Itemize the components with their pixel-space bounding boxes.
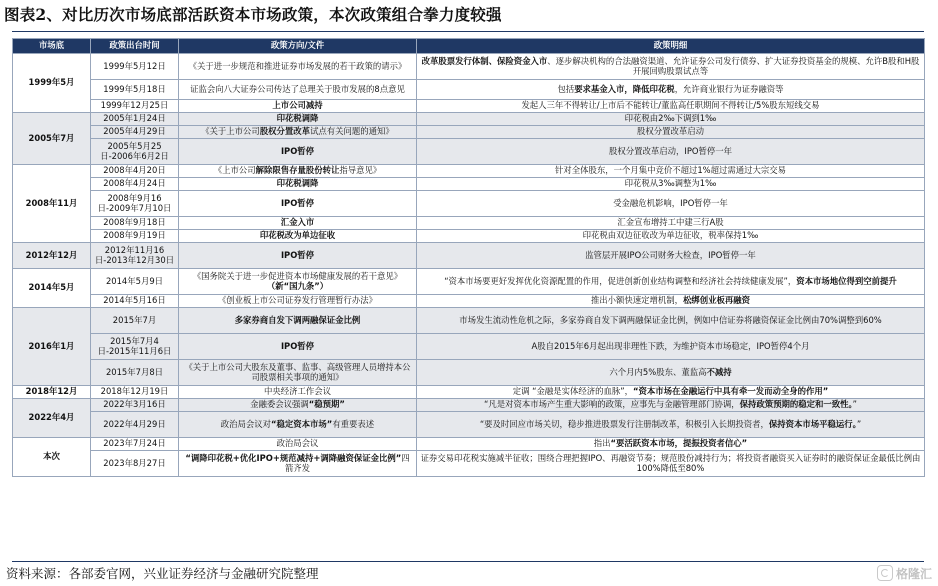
- policy-text: 印花税调降: [276, 178, 319, 189]
- table-row: [13, 308, 925, 334]
- date-cell: 2005年4月29日: [91, 126, 179, 139]
- policy-cell: [179, 243, 417, 269]
- detail-cell: [417, 399, 925, 412]
- detail-text: 发起人三年不得转让/上市后不能转让/董监高任职期间不得转让/5%股东短线交易: [521, 100, 820, 111]
- table-row: [13, 54, 925, 80]
- detail-cell: [417, 178, 925, 191]
- detail-text: 汇金宣布增持工中建三行A股: [617, 217, 724, 228]
- table-row: [13, 191, 925, 217]
- detail-text: “要及时回应市场关切，稳步推进股票发行注册制改革，积极引入长期投资者，: [479, 418, 769, 429]
- detail-text: A股自2015年6月起出现非理性下跌，为维护资本市场稳定，IPO暂停4个月: [531, 340, 810, 351]
- title-rule: [12, 31, 924, 32]
- detail-cell: [417, 126, 925, 139]
- detail-text: ”: [856, 418, 862, 429]
- table-row: [13, 100, 925, 113]
- header-policy: 政策方向/文件: [179, 39, 417, 54]
- header-date: 政策出台时间: [91, 39, 179, 54]
- policy-cell: [179, 100, 417, 113]
- policy-text: 《国务院关于进一步促进资本市场健康发展的若干意见》: [192, 270, 403, 281]
- detail-cell: [417, 217, 925, 230]
- date-cell: 2022年4月29日: [91, 412, 179, 438]
- date-cell: 2022年3月16日: [91, 399, 179, 412]
- detail-text: 包括: [557, 83, 575, 94]
- policy-text: 有重要表述: [332, 418, 375, 429]
- policy-cell: [179, 80, 417, 100]
- date-cell: 2018年12月19日: [91, 386, 179, 399]
- detail-text: 不减持: [706, 366, 732, 377]
- policy-text: 上市公司减持: [272, 100, 323, 111]
- detail-cell: [417, 386, 925, 399]
- table-row: [13, 80, 925, 100]
- date-cell: 2015年7月: [91, 308, 179, 334]
- policy-text: 汇金入市: [280, 217, 315, 228]
- policy-text: “调降印花税+优化IPO+规范减持+调降融资保证金比例”: [185, 452, 402, 463]
- policy-text: 股权分置改革: [259, 126, 311, 137]
- detail-text: 证券交易印花税实施减半征收；围绕合理把握IPO、再融资节奏；规范股份减持行为；将投资者融资买入证券时的融资保证金最低比例由100%降低至80%: [420, 452, 921, 473]
- detail-text: ”: [852, 399, 857, 410]
- market-bottom-cell: 1999年5月: [13, 54, 91, 113]
- policy-cell: [179, 217, 417, 230]
- detail-cell: [417, 230, 925, 243]
- gelonghui-logo-icon: [877, 565, 893, 581]
- detail-cell: [417, 243, 925, 269]
- header-market: 市场底: [13, 39, 91, 54]
- detail-text: 监管层开展IPO公司财务大检查，IPO暂停一年: [585, 249, 756, 260]
- source-note: 资料来源：各部委官网，兴业证券经济与金融研究院整理: [6, 566, 319, 581]
- table-row: [13, 334, 925, 360]
- detail-text: 保持资本市场平稳运行。: [768, 418, 857, 429]
- policy-text: IPO暂停: [280, 197, 315, 208]
- date-cell: 2005年5月25日-2006年6月2日: [91, 139, 179, 165]
- market-bottom-cell: 2008年11月: [13, 165, 91, 243]
- detail-text: “要活跃资本市场，提振投资者信心”: [610, 438, 748, 449]
- detail-text: 松绑创业板再融资: [683, 295, 751, 306]
- policy-text: 《关于上市公司大股东及董事、监事、高级管理人员增持本公司股票相关事项的通知》: [184, 361, 411, 382]
- date-cell: 2015年7月4日-2015年11月6日: [91, 334, 179, 360]
- policy-text: 两融保证金比例: [301, 314, 361, 325]
- market-bottom-cell: 2005年7月: [13, 113, 91, 165]
- date-cell: 2012年11月16日-2013年12月30日: [91, 243, 179, 269]
- policy-text: “稳定资本市场”: [271, 418, 333, 429]
- table-row: [13, 230, 925, 243]
- policy-text: 《创业板上市公司证券发行管理暂行办法》: [217, 295, 378, 306]
- watermark-text: 格隆汇: [895, 566, 932, 581]
- table-row: [13, 113, 925, 126]
- policy-text: 四箭齐发: [284, 452, 410, 473]
- detail-text: 定调 “金融是实体经济的血脉”，: [512, 386, 633, 397]
- policy-cell: [179, 438, 417, 451]
- policy-text: 印花税改为单边征收: [259, 230, 336, 241]
- detail-text: 市场发生流动性危机之际，多家券商自发下调两融保证金比例，例如中信证券将融资保证金比例由70%调整到60%: [459, 314, 882, 325]
- policy-cell: [179, 295, 417, 308]
- detail-text: 保持政策预期的稳定和一致性。: [739, 399, 853, 410]
- policy-cell: [179, 334, 417, 360]
- policy-text: 《上市公司: [213, 165, 256, 176]
- detail-text: 、逐步解决机构的合法融资渠道、允许证券公司发行债券、扩大证券投资基金的规模、允许B股和H股开展回购股票试点等: [547, 55, 920, 76]
- policy-text: IPO暂停: [280, 340, 315, 351]
- date-cell: 2023年8月27日: [91, 451, 179, 477]
- table-row: [13, 165, 925, 178]
- detail-cell: [417, 80, 925, 100]
- policy-text: 指导意见》: [339, 165, 382, 176]
- market-bottom-cell: 2014年5月: [13, 269, 91, 308]
- table-row: [13, 126, 925, 139]
- detail-text: ，允许商业银行为证券融资等: [674, 83, 784, 94]
- policy-text: 《关于上市公司: [201, 126, 260, 137]
- policy-cell: [179, 360, 417, 386]
- table-row: [13, 451, 925, 477]
- policy-text: 试点有关问题的通知》: [310, 126, 394, 137]
- detail-text: 印花税从3‰调整为1‰: [624, 178, 717, 189]
- table-row: [13, 243, 925, 269]
- policy-text: 解除限售存量股份转让: [255, 165, 340, 176]
- date-cell: 2005年1月24日: [91, 113, 179, 126]
- detail-text: 股权分置改革启动: [637, 126, 704, 137]
- table-row: [13, 269, 925, 295]
- market-bottom-cell: 2012年12月: [13, 243, 91, 269]
- date-cell: 2008年9月16日-2009年7月10日: [91, 191, 179, 217]
- date-cell: 1999年5月18日: [91, 80, 179, 100]
- policy-cell: [179, 191, 417, 217]
- policy-cell: [179, 113, 417, 126]
- policy-text: IPO暂停: [280, 249, 315, 260]
- policy-text: 印花税调降: [276, 113, 319, 124]
- detail-cell: [417, 269, 925, 295]
- policy-text: （新“国九条”）: [266, 280, 329, 291]
- source-rule: [12, 561, 924, 562]
- detail-text: 受金融危机影响，IPO暂停一年: [613, 197, 728, 208]
- table-row: [13, 412, 925, 438]
- detail-text: 要求基金入市，降低印花税: [574, 83, 675, 94]
- detail-cell: [417, 113, 925, 126]
- table-row: [13, 360, 925, 386]
- detail-cell: [417, 360, 925, 386]
- policy-table: [12, 38, 925, 477]
- header-detail: 政策明细: [417, 39, 925, 54]
- market-bottom-cell: 2018年12月: [13, 386, 91, 399]
- market-bottom-cell: 2022年4月: [13, 399, 91, 438]
- market-bottom-cell: 本次: [13, 438, 91, 477]
- detail-cell: [417, 295, 925, 308]
- policy-cell: [179, 308, 417, 334]
- detail-text: 改革股票发行体制、保险资金入市: [421, 55, 548, 66]
- policy-text: IPO暂停: [280, 145, 315, 156]
- table-header-row: [13, 39, 925, 54]
- detail-cell: [417, 100, 925, 113]
- detail-text: 针对全体股东，一个月集中竞价不超过1%超过需通过大宗交易: [554, 165, 787, 176]
- detail-cell: [417, 451, 925, 477]
- market-bottom-cell: 2016年1月: [13, 308, 91, 386]
- policy-text: 多家券商自发下调: [234, 314, 302, 325]
- date-cell: 2008年4月20日: [91, 165, 179, 178]
- detail-text: 指出: [593, 438, 611, 449]
- policy-cell: [179, 412, 417, 438]
- date-cell: 2023年7月24日: [91, 438, 179, 451]
- policy-text: 中央经济工作会议: [264, 386, 331, 397]
- detail-text: 印花税由2‰下调到1‰: [624, 113, 717, 124]
- date-cell: 2008年9月19日: [91, 230, 179, 243]
- date-cell: 2008年4月24日: [91, 178, 179, 191]
- date-cell: 1999年5月12日: [91, 54, 179, 80]
- policy-cell: [179, 165, 417, 178]
- detail-cell: [417, 334, 925, 360]
- table-row: [13, 178, 925, 191]
- date-cell: 2014年5月9日: [91, 269, 179, 295]
- policy-cell: [179, 54, 417, 80]
- policy-text: “稳预期”: [308, 399, 345, 410]
- detail-cell: [417, 412, 925, 438]
- detail-text: 股权分置改革启动，IPO暂停一年: [609, 145, 732, 156]
- policy-cell: [179, 230, 417, 243]
- detail-text: “资本市场要更好发挥优化资源配置的作用，促进创新创业结构调整和经济社会持续健康发展”，: [444, 275, 797, 286]
- policy-cell: [179, 139, 417, 165]
- table-row: [13, 399, 925, 412]
- policy-cell: [179, 269, 417, 295]
- detail-cell: [417, 165, 925, 178]
- detail-cell: [417, 438, 925, 451]
- detail-text: 六个月内5%股东、董监高: [609, 366, 707, 377]
- detail-cell: [417, 139, 925, 165]
- date-cell: 2015年7月8日: [91, 360, 179, 386]
- detail-cell: [417, 191, 925, 217]
- watermark: [868, 562, 932, 584]
- table-row: [13, 386, 925, 399]
- detail-text: “凡是对资本市场产生重大影响的政策，应事先与金融管理部门协调，: [484, 399, 740, 410]
- policy-cell: [179, 451, 417, 477]
- detail-text: 印花税由双边征收改为单边征收，税率保持1‰: [582, 230, 759, 241]
- table-row: [13, 295, 925, 308]
- policy-cell: [179, 386, 417, 399]
- detail-text: “资本市场在金融运行中具有牵一发而动全身的作用”: [632, 386, 829, 397]
- date-cell: 2014年5月16日: [91, 295, 179, 308]
- page-title: 图表2、对比历次市场底部活跃资本市场政策，本次政策组合拳力度较强: [4, 5, 502, 24]
- policy-text: 金融委会议强调: [250, 399, 309, 410]
- detail-text: 推出小额快速定增机制，: [590, 295, 684, 306]
- policy-text: 证监会向八大证券公司传达了总理关于股市发展的8点意见: [190, 83, 405, 94]
- detail-cell: [417, 308, 925, 334]
- date-cell: 1999年12月25日: [91, 100, 179, 113]
- table-row: [13, 217, 925, 230]
- table-row: [13, 438, 925, 451]
- policy-cell: [179, 178, 417, 191]
- policy-text: 政治局会议: [276, 438, 319, 449]
- policy-text: 《关于进一步规范和推进证券市场发展的若干政策的请示》: [188, 60, 407, 71]
- policy-cell: [179, 399, 417, 412]
- detail-cell: [417, 54, 925, 80]
- table-body: [13, 54, 925, 477]
- date-cell: 2008年9月18日: [91, 217, 179, 230]
- table-row: [13, 139, 925, 165]
- policy-cell: [179, 126, 417, 139]
- detail-text: 资本市场地位得到空前提升: [796, 275, 897, 286]
- policy-text: 政治局会议对: [220, 418, 272, 429]
